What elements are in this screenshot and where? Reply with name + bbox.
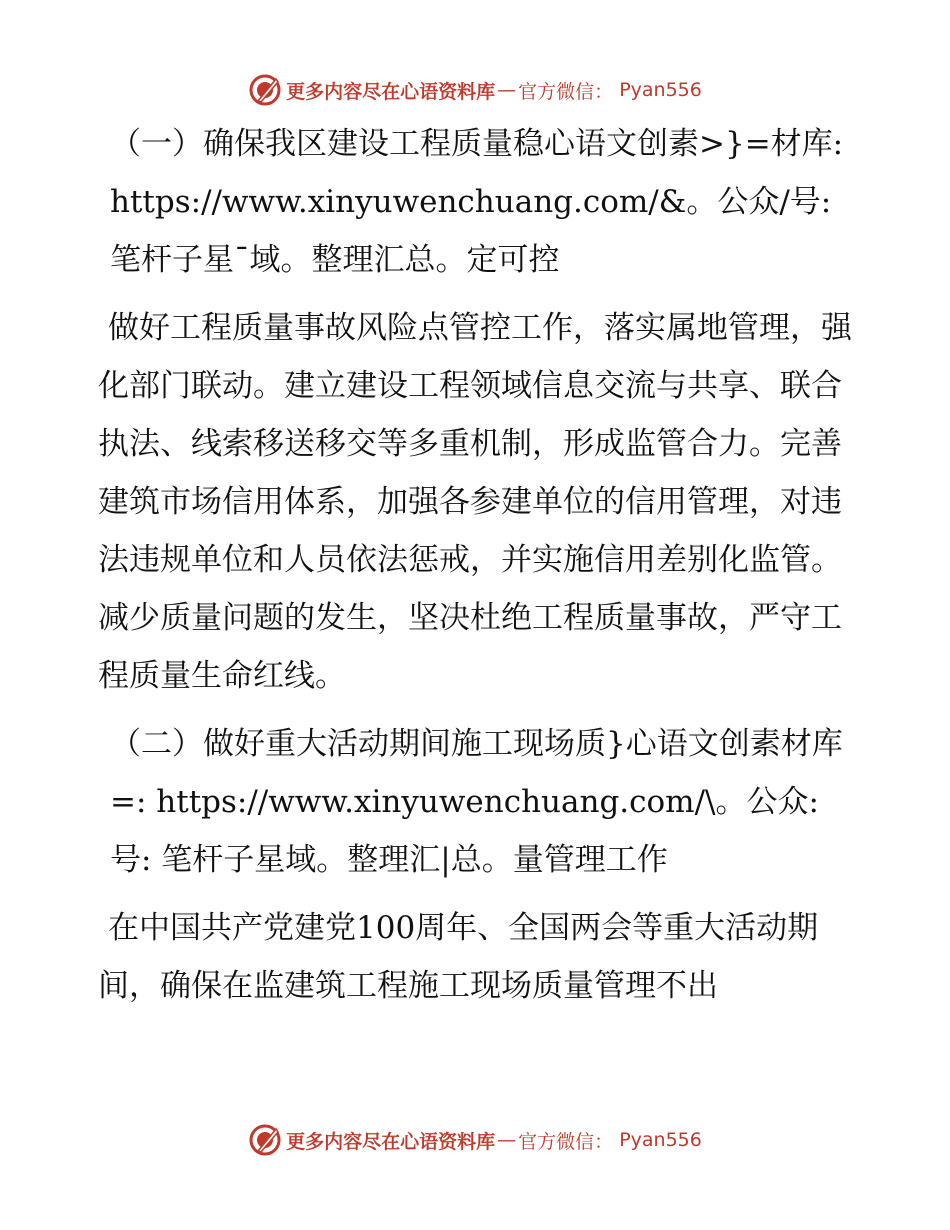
footer-banner xyxy=(0,1120,950,1160)
section-heading-1: （一）确保我区建设工程质量稳心语文创素>}=材库: https://www.xinyuwenchuang.com/&。公众/号: 笔杆子星¯域。整理汇总。定可控 xyxy=(110,126,853,278)
banner-dash: — xyxy=(497,79,517,101)
banner-wechat-id: Pyan556 xyxy=(619,1129,702,1151)
banner-subtitle: 官方微信： xyxy=(518,80,614,103)
quill-pen-logo-icon xyxy=(248,1123,282,1157)
banner-dash: — xyxy=(497,1129,517,1151)
banner-title: 更多内容尽在心语资料库 xyxy=(286,1130,496,1153)
document-body xyxy=(98,115,858,1015)
banner-title: 更多内容尽在心语资料库 xyxy=(286,80,496,103)
quill-pen-logo-icon xyxy=(248,73,282,107)
header-banner xyxy=(0,70,950,110)
banner-subtitle: 官方微信： xyxy=(518,1130,614,1153)
section-heading-2: （二）做好重大活动期间施工现场质}心语文创素材库=: https://www.xinyuwenchuang.com/\。公众:号: 笔杆子星域。整理汇|总。量管理工作 xyxy=(110,726,843,878)
paragraph-1: 做好工程质量事故风险点管控工作，落实属地管理，强化部门联动。建立建设工程领域信息交流与共享、联合执法、线索移送移交等多重机制，形成监管合力。完善建筑市场信用体系，加强各参建单位的信用管理，对违法违规单位和人员依法惩戒，并实施信用差别化监管。减少质量问题的发生，坚决杜绝工程质量事故，严守工程质量生命红线。 xyxy=(98,310,852,694)
paragraph-2: 在中国共产党建党100周年、全国两会等重大活动期间，确保在监建筑工程施工现场质量管理不出 xyxy=(98,910,819,1004)
banner-wechat-id: Pyan556 xyxy=(619,79,702,101)
